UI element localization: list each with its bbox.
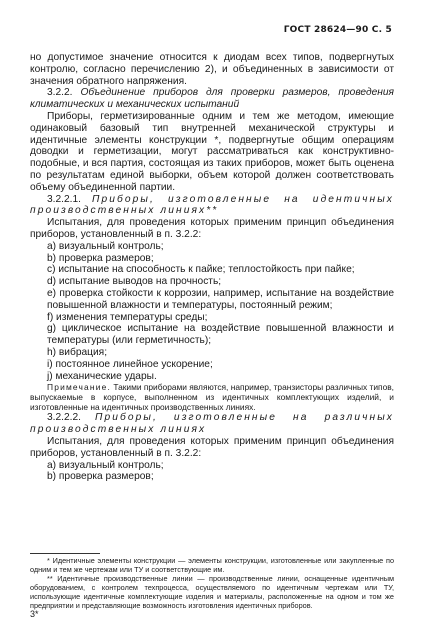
page-signature-mark: 3* [30, 609, 39, 619]
section-3-2-2-1-heading [30, 194, 394, 218]
section-number: 3.2.2.2. [47, 412, 81, 424]
footnote: ** Идентичные производственные линии — производственные линии, оснащенные идентичным оборудованием, с контролем техпроцесса, осуществляемого по идентичным чертежам или ТУ, использующие идентичные комплектующие изделия и материалы, расположенные на одном и том же предприятии и представляющие возможность изготовления идентичных приборов. [30, 573, 394, 610]
list-item: b) проверка размеров; [47, 252, 154, 264]
tests-list-2 [30, 460, 394, 484]
paragraph-continuation: но допустимое значение относится к диодам всех типов, подвергнутых контролю, согласно перечислению 2), и объединенных в зависимости от значения обратного напряжения. [30, 52, 394, 87]
page-header: ГОСТ 28624—90 С. 5 [283, 25, 392, 35]
section-title: Приборы, изготовленные на различных производственных линиях [30, 412, 394, 436]
section-title: Приборы, изготовленные на идентичных производственных линиях** [30, 193, 394, 217]
list-item: h) вибрация; [47, 346, 108, 358]
list-item: а) визуальный контроль; [47, 240, 164, 252]
paragraph-tests-intro-2: Испытания, для проведения которых применим принцип объединения приборов, установленный в п. 3.2.2: [30, 435, 394, 459]
note-label: Примечание. [47, 382, 112, 393]
footnotes [30, 557, 394, 610]
list-item: b) проверка размеров; [47, 471, 154, 483]
paragraph-devices: Приборы, герметизированные одним и тем же методом, имеющие одинаковый базовый тип внутренней механической структуры и идентичные элементы конструкции *, подвергнутые общим операциям доводки и герметизации, могут рассматриваться как конструктивно-подобные, и вся партия, состоящая из таких приборов, может быть оценена по результатам единой выборки, объем которой должен соответствовать объему объединенной партии. [30, 110, 394, 193]
list-item: c) испытание на способность к пайке; теплостойкость при пайке; [47, 264, 355, 276]
document-body [30, 52, 394, 483]
list-item: f) изменения температуры среды; [47, 311, 208, 323]
list-item: d) испытание выводов на прочность; [47, 276, 222, 288]
note-text: Такими приборами являются, например, транзисторы различных типов, выпускаемые в корпусе, выполненном из идентичных комплектующих изделий, и изготовленные на идентичных производственных линиях. [30, 382, 395, 413]
list-item: i) постоянное линейное ускорение; [47, 358, 213, 370]
list-item: а) визуальный контроль; [47, 459, 164, 471]
paragraph-tests-intro: Испытания, для проведения которых применим принцип объединения приборов, установленный в п. 3.2.2: [30, 217, 394, 240]
note [30, 382, 394, 412]
section-title: Объединение приборов для проверки размеров, проведения климатических и механических испытаний [30, 87, 394, 111]
list-item: j) механические удары. [47, 370, 157, 382]
footnote: * Идентичные элементы конструкции — элементы конструкции, изготовленные или закупленные по одним и тем же чертежам или ТУ и соответствующие им. [30, 556, 394, 574]
footnote-divider [30, 553, 100, 554]
section-number: 3.2.2. [47, 87, 73, 99]
tests-list [30, 241, 394, 383]
list-item: e) проверка стойкости к коррозии, например, испытание на воздействие повышенной влажности и температуры, постоянный режим; [47, 287, 394, 311]
section-3-2-2-heading [30, 87, 394, 111]
section-number: 3.2.2.1. [47, 193, 81, 205]
section-3-2-2-2-heading [30, 412, 394, 436]
list-item: g) циклическое испытание на воздействие повышенной влажности и температуры (или герметичность); [47, 323, 394, 347]
